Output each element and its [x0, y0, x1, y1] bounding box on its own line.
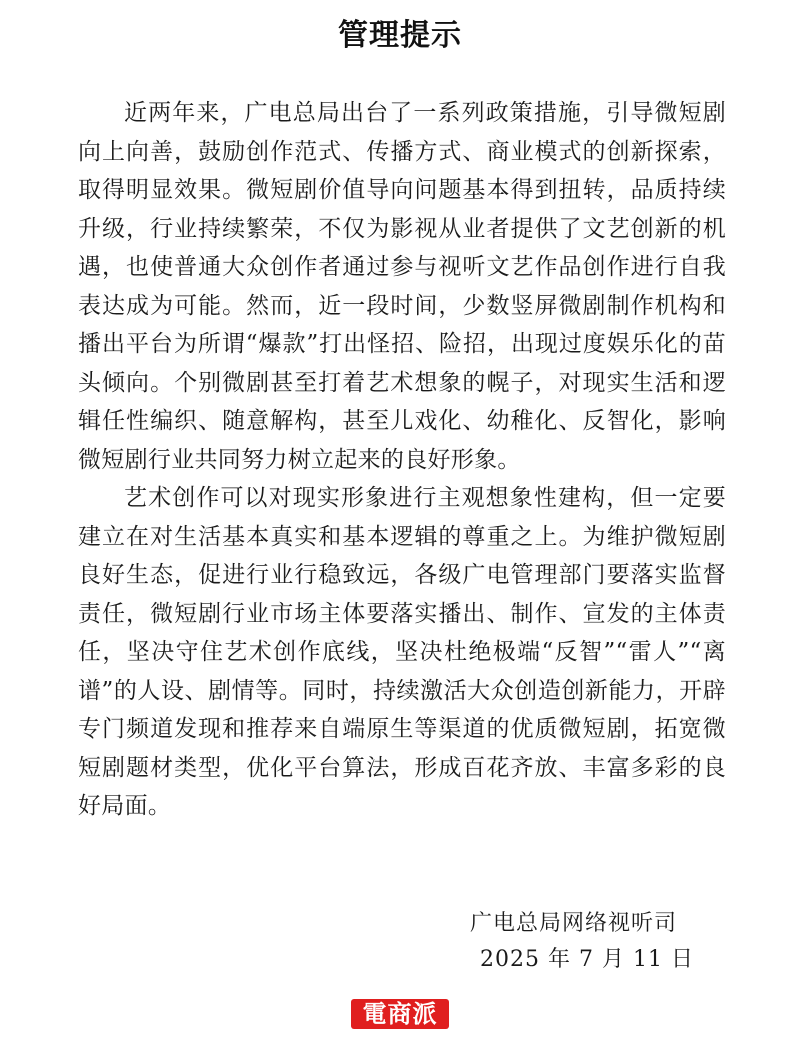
document-body	[78, 94, 726, 826]
document-title: 管理提示	[338, 18, 462, 53]
signature-date: 2025 年 7 月 11 日	[480, 947, 694, 972]
watermark-logo: 電商派	[351, 999, 449, 1029]
paragraph-1: 近两年来，广电总局出台了一系列政策措施，引导微短剧向上向善，鼓励创作范式、传播方式、商业模式的创新探索，取得明显效果。微短剧价值导向问题基本得到扭转，品质持续升级，行业持续繁荣，不仅为影视从业者提供了文艺创新的机遇，也使普通大众创作者通过参与视听文艺作品创作进行自我表达成为可能。然而，近一段时间，少数竖屏微剧制作机构和播出平台为所谓“爆款”打出怪招、险招，出现过度娱乐化的苗头倾向。个别微剧甚至打着艺术想象的幌子，对现实生活和逻辑任性编织、随意解构，甚至儿戏化、幼稚化、反智化，影响微短剧行业共同努力树立起来的良好形象。	[78, 100, 726, 473]
signature-organization: 广电总局网络视听司	[470, 911, 678, 936]
signature-block	[470, 906, 700, 978]
paragraph-2: 艺术创作可以对现实形象进行主观想象性建构，但一定要建立在对生活基本真实和基本逻辑的尊重之上。为维护微短剧良好生态，促进行业行稳致远，各级广电管理部门要落实监督责任，微短剧行业市场主体要落实播出、制作、宣发的主体责任，坚决守住艺术创作底线，坚决杜绝极端“反智”“雷人”“离谱”的人设、剧情等。同时，持续激活大众创造创新能力，开辟专门频道发现和推荐来自端原生等渠道的优质微短剧，拓宽微短剧题材类型，优化平台算法，形成百花齐放、丰富多彩的良好局面。	[78, 485, 726, 819]
